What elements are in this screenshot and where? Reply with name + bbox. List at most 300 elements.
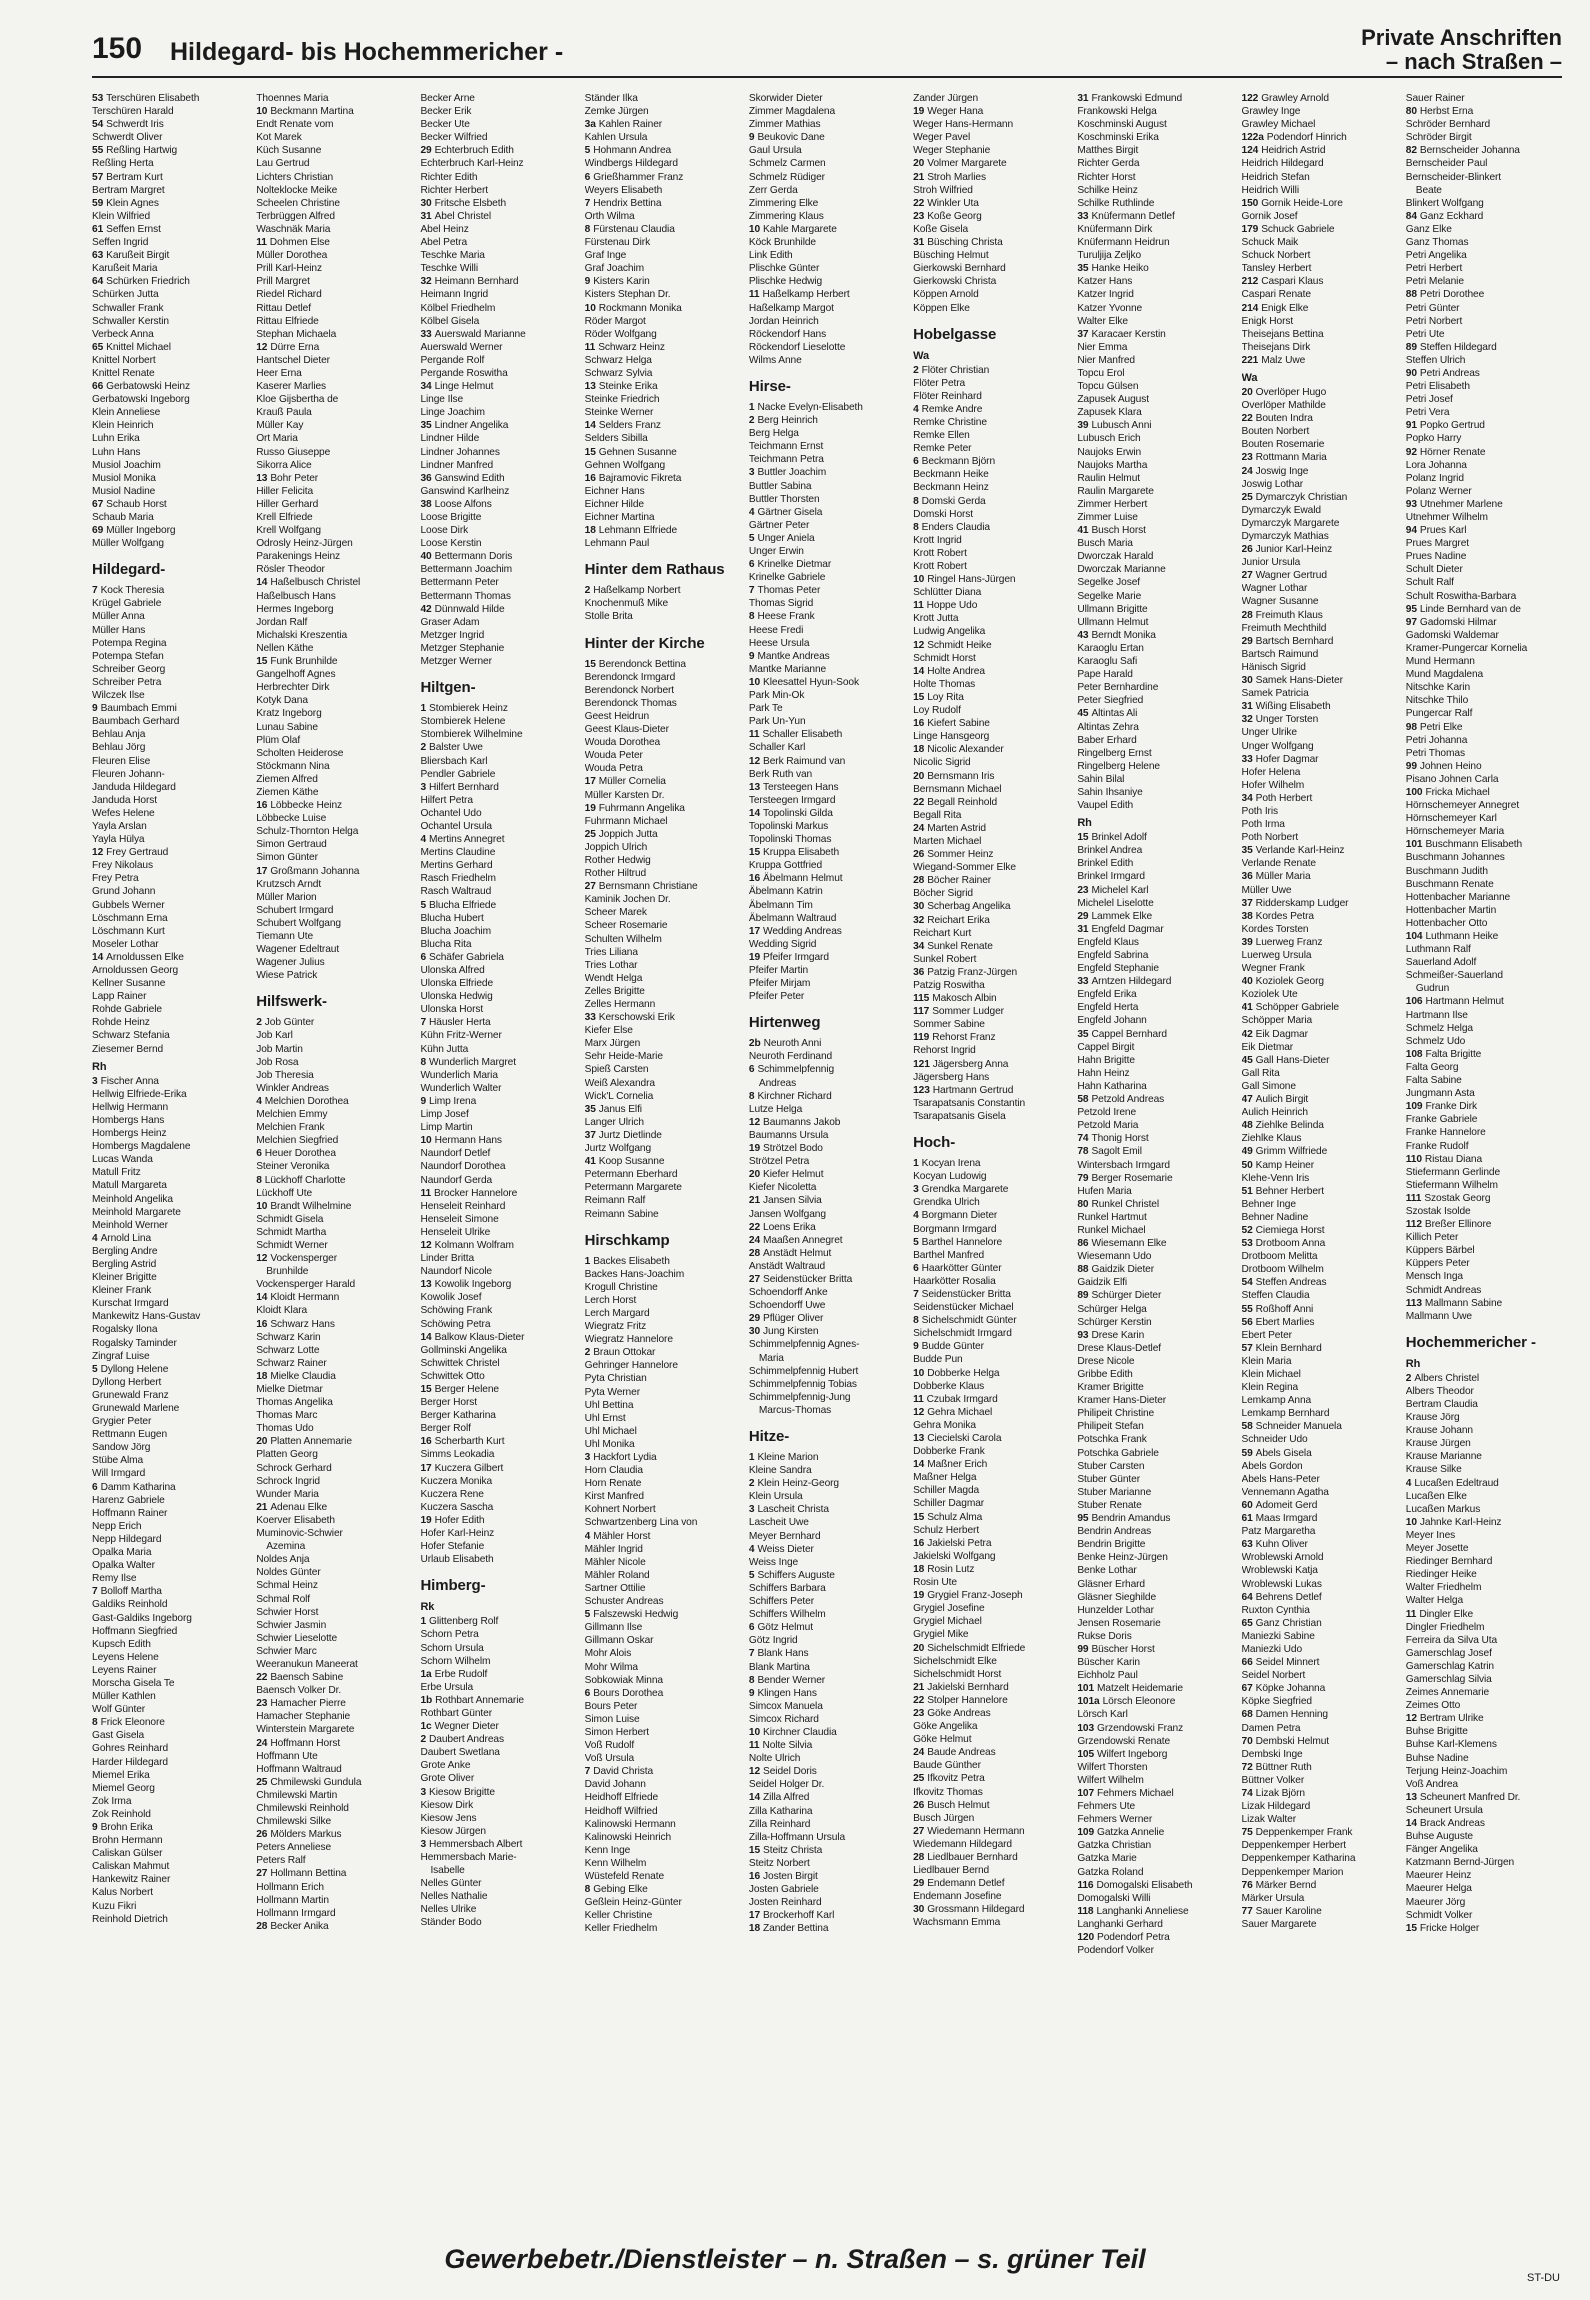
list-item — [1242, 1001, 1398, 1014]
resident-name: Horn Claudia — [584, 1465, 643, 1477]
list-item — [1077, 1800, 1233, 1813]
house-number: 3 — [913, 1184, 919, 1196]
resident-name: Nellen Käthe — [256, 642, 314, 654]
list-item — [420, 524, 576, 537]
list-item — [92, 964, 248, 977]
list-item — [1242, 1695, 1398, 1708]
house-number: 1 — [420, 703, 427, 715]
house-number: 24 — [913, 822, 925, 834]
list-item — [1077, 1394, 1233, 1407]
resident-name: Makosch Albin — [932, 993, 997, 1005]
resident-name: Hottenbacher Martin — [1405, 904, 1497, 916]
house-number: 3 — [420, 1838, 427, 1850]
list-item — [1406, 681, 1562, 694]
resident-name: Klein Bernhard — [1255, 1342, 1322, 1354]
list-item — [1077, 1420, 1233, 1433]
house-number: 25 — [584, 828, 596, 840]
resident-name: Meyer Bernhard — [748, 1530, 821, 1542]
list-item — [749, 1647, 905, 1660]
list-item — [256, 1226, 412, 1239]
list-item — [1406, 576, 1562, 589]
resident-name: Gaidzik Dieter — [1091, 1264, 1155, 1276]
list-item — [256, 419, 412, 432]
resident-name: Lemkamp Bernhard — [1241, 1408, 1330, 1420]
resident-name: Potschka Frank — [1077, 1434, 1147, 1446]
resident-name: Nelles Günter — [420, 1878, 482, 1890]
resident-name: Rosin Ute — [913, 1577, 957, 1589]
list-item — [1077, 884, 1233, 897]
list-item — [749, 1883, 905, 1896]
resident-name: Krinelke Gabriele — [748, 572, 826, 584]
resident-name: Röckendorf Lieselotte — [748, 341, 846, 353]
list-item — [420, 236, 576, 249]
resident-name: Zok Reinhold — [92, 1808, 151, 1820]
list-item — [1242, 1551, 1398, 1564]
list-item — [1242, 157, 1398, 170]
house-number: 51 — [1241, 1185, 1253, 1197]
list-item — [585, 171, 741, 184]
resident-name: Lizak Walter — [1241, 1814, 1296, 1826]
house-number: 22 — [913, 796, 925, 808]
resident-name: Philipeit Stefan — [1077, 1421, 1144, 1433]
list-item — [913, 1367, 1069, 1380]
resident-name: Poth Iris — [1241, 805, 1278, 817]
list-item — [1406, 367, 1562, 380]
resident-name: Hoffmann Ute — [256, 1750, 318, 1762]
list-item — [585, 1883, 741, 1896]
list-item — [92, 794, 248, 807]
house-number: 10 — [256, 106, 268, 118]
resident-name: Heimann Ingrid — [420, 289, 489, 301]
list-item — [1242, 1905, 1398, 1918]
list-item — [585, 1634, 741, 1647]
house-number: 29 — [913, 1878, 925, 1890]
list-item — [1242, 386, 1398, 399]
list-item — [92, 459, 248, 472]
resident-name: Azemina — [266, 1541, 306, 1553]
house-number: 3 — [420, 781, 427, 793]
list-item — [749, 885, 905, 898]
resident-name: Äbelmann Waltraud — [748, 912, 837, 924]
list-item — [1406, 1372, 1562, 1385]
list-item — [913, 1511, 1069, 1524]
resident-name: Henseleit Reinhard — [420, 1200, 506, 1212]
house-number: 7 — [92, 1586, 98, 1598]
resident-name: Hofer Stefanie — [420, 1541, 485, 1553]
list-item — [1242, 92, 1398, 105]
resident-name: Holte Andrea — [927, 665, 985, 677]
list-item — [1406, 1192, 1562, 1205]
resident-name: Blucha Hubert — [420, 912, 484, 924]
resident-name: Zilla Reinhard — [748, 1818, 811, 1830]
house-number: 60 — [1241, 1499, 1253, 1511]
resident-name: Schwerdt Iris — [106, 119, 164, 131]
resident-name: Schwarz Sylvia — [584, 367, 653, 379]
resident-name: Gornik Josef — [1241, 210, 1298, 222]
house-number: 70 — [1241, 1735, 1253, 1747]
list-item — [1077, 511, 1233, 524]
house-number: 43 — [1077, 629, 1089, 641]
resident-name: Neuroth Anni — [763, 1038, 822, 1050]
resident-name: Pergande Roswitha — [420, 367, 508, 379]
house-number: 17 — [748, 925, 761, 937]
list-item — [585, 380, 741, 393]
list-item — [585, 1425, 741, 1438]
resident-name: Petermann Margarete — [584, 1182, 682, 1194]
list-item — [913, 979, 1069, 992]
resident-name: Falszewski Hedwig — [593, 1609, 679, 1621]
list-item — [913, 599, 1069, 612]
list-item — [1406, 995, 1562, 1008]
list-item — [256, 105, 412, 118]
resident-name: Böcher Sigrid — [913, 888, 973, 900]
resident-name: Schwarz Rainer — [256, 1357, 327, 1369]
list-item — [585, 1372, 741, 1385]
resident-name: Buttler Sabina — [748, 480, 812, 492]
resident-name: Ebert Peter — [1241, 1329, 1292, 1341]
resident-name: Weeranukun Maneerat — [256, 1658, 358, 1670]
resident-name: Zok Irma — [92, 1795, 132, 1807]
resident-name: Blucha Rita — [420, 938, 472, 950]
resident-name: Benke Lothar — [1077, 1565, 1137, 1577]
resident-name: Zeimes Otto — [1405, 1700, 1461, 1712]
list-item — [256, 1475, 412, 1488]
list-item — [256, 1344, 412, 1357]
resident-name: Weiss Dieter — [757, 1543, 814, 1555]
list-item — [92, 118, 248, 131]
resident-name: Ständer Ilka — [584, 93, 638, 104]
resident-name: Henseleit Simone — [420, 1213, 499, 1225]
house-number: 18 — [584, 525, 596, 537]
resident-name: Mertins Claudine — [420, 847, 496, 859]
list-item — [585, 985, 741, 998]
resident-name: Hiller Felicita — [256, 485, 314, 497]
resident-name: Lascheit Christa — [757, 1504, 829, 1516]
resident-name: Limp Martin — [420, 1122, 473, 1134]
list-item — [913, 1615, 1069, 1628]
list-item — [913, 131, 1069, 144]
resident-name: Naundorf Nicole — [420, 1266, 492, 1278]
resident-name: Koschminski Erika — [1077, 132, 1159, 144]
list-item — [749, 755, 905, 768]
house-number: 29 — [748, 1313, 761, 1325]
resident-name: Hoffmann Siegfried — [92, 1625, 178, 1637]
resident-name: Becker Arne — [420, 93, 475, 104]
resident-name: Ludwig Angelika — [913, 626, 986, 638]
list-item — [256, 131, 412, 144]
list-item — [1077, 603, 1233, 616]
house-number: 1a — [420, 1668, 432, 1680]
resident-name: Koerver Elisabeth — [256, 1514, 335, 1526]
house-number: 37 — [1077, 328, 1089, 340]
list-item — [585, 998, 741, 1011]
list-item — [1242, 648, 1398, 661]
resident-name: Beate — [1415, 184, 1442, 196]
house-number: 26 — [913, 849, 925, 861]
house-number: 11 — [913, 600, 924, 612]
resident-name: Enders Claudia — [921, 521, 990, 533]
resident-name: Sichelschmidt Irmgard — [913, 1328, 1012, 1340]
resident-name: Bartsch Raimund — [1241, 648, 1319, 660]
house-number: 12 — [748, 755, 761, 767]
resident-name: Beukovic Dane — [757, 132, 825, 144]
resident-name: Peter Siegfried — [1077, 695, 1144, 707]
resident-name: Matthes Birgit — [1077, 145, 1139, 157]
resident-name: Begall Reinhold — [927, 796, 998, 808]
house-number: 14 — [420, 1331, 432, 1343]
house-number: 15 — [913, 1511, 925, 1523]
resident-name: Wiese Patrick — [256, 970, 318, 982]
house-number: 12 — [913, 1406, 925, 1418]
resident-name: Tansley Herbert — [1241, 263, 1312, 275]
resident-name: Schöpper Maria — [1241, 1015, 1313, 1027]
list-item — [256, 917, 412, 930]
list-item — [420, 1029, 576, 1042]
list-item — [749, 715, 905, 728]
resident-name: Gribbe Edith — [1077, 1369, 1133, 1380]
resident-name: Kiefer Else — [584, 1025, 633, 1037]
district-tag: Rk — [420, 1601, 435, 1614]
resident-name: Stuber Marianne — [1077, 1486, 1152, 1498]
resident-name: Hoffmann Rainer — [92, 1507, 168, 1519]
list-item — [1242, 465, 1398, 478]
house-number: 118 — [1077, 1905, 1094, 1917]
resident-name: Baude Günther — [913, 1760, 981, 1772]
list-item — [1406, 1450, 1562, 1463]
list-item — [749, 1168, 905, 1181]
list-item — [92, 302, 248, 315]
list-item — [92, 1363, 248, 1376]
resident-name: Stuber Renate — [1077, 1499, 1142, 1511]
list-item — [256, 1213, 412, 1226]
resident-name: Müller Ingeborg — [106, 525, 176, 537]
resident-name: Topcu Erol — [1077, 367, 1125, 379]
list-item — [913, 249, 1069, 262]
resident-name: Pendler Gabriele — [420, 768, 496, 780]
list-item — [585, 1700, 741, 1713]
list-item — [913, 105, 1069, 118]
list-item — [1242, 622, 1398, 635]
list-item — [420, 951, 576, 964]
list-item — [1077, 857, 1233, 870]
list-item — [1077, 773, 1233, 786]
resident-name: Backes Elisabeth — [593, 1255, 670, 1267]
resident-name: Wagner Lothar — [1241, 583, 1308, 595]
house-number: 14 — [913, 1459, 925, 1471]
list-item — [420, 1016, 576, 1029]
resident-name: Zimmer Mathias — [748, 119, 821, 131]
resident-name: Unger Torsten — [1255, 714, 1319, 726]
list-item — [585, 697, 741, 710]
list-item — [1077, 144, 1233, 157]
resident-name: Frey Gertraud — [106, 847, 169, 859]
resident-name: Uhl Bettina — [584, 1399, 634, 1411]
list-item — [420, 328, 576, 341]
list-item — [913, 992, 1069, 1005]
list-item — [256, 734, 412, 747]
list-item — [1077, 1761, 1233, 1774]
resident-name: Wilms Anne — [748, 354, 802, 366]
list-item — [92, 1297, 248, 1310]
house-number: 12 — [92, 847, 104, 859]
resident-name: Behlau Anja — [92, 729, 146, 741]
resident-name: Bendrin Andreas — [1077, 1526, 1152, 1538]
house-number: 6 — [748, 1064, 755, 1076]
list-item — [92, 1494, 248, 1507]
resident-name: Müller Kathlen — [92, 1691, 156, 1703]
list-item — [1406, 1660, 1562, 1673]
list-item — [1406, 92, 1562, 105]
list-item — [749, 925, 905, 938]
resident-name: Gall Simone — [1241, 1080, 1296, 1092]
resident-name: Bolloff Martha — [100, 1586, 162, 1598]
list-item — [256, 1383, 412, 1396]
list-item — [92, 702, 248, 715]
list-item — [749, 637, 905, 650]
resident-name: Neuroth Ferdinand — [748, 1051, 833, 1063]
resident-name: Engfeld Erika — [1077, 989, 1137, 1001]
list-item — [420, 1642, 576, 1655]
house-number: 9 — [420, 1095, 427, 1107]
list-item — [92, 755, 248, 768]
house-number: 33 — [1077, 976, 1089, 988]
house-number: 30 — [913, 1904, 925, 1916]
resident-name: Herbrechter Dirk — [256, 682, 330, 694]
resident-name: Yayla Arslan — [92, 820, 147, 832]
list-item — [913, 743, 1069, 756]
list-item — [1406, 1568, 1562, 1581]
resident-name: Luthmann Ralf — [1405, 944, 1471, 956]
list-item — [256, 865, 412, 878]
list-item — [1242, 962, 1398, 975]
list-item — [749, 1844, 905, 1857]
list-item — [1406, 642, 1562, 655]
resident-name: Knüfermann Dirk — [1077, 223, 1153, 235]
list-item — [92, 1153, 248, 1166]
house-number: 56 — [1241, 1316, 1253, 1328]
list-item — [92, 951, 248, 964]
list-item — [256, 1710, 412, 1723]
list-item — [1077, 1538, 1233, 1551]
resident-name: Jansen Silvia — [763, 1195, 822, 1207]
resident-name: Küch Susanne — [256, 145, 322, 157]
list-item — [585, 1909, 741, 1922]
list-item — [420, 1864, 576, 1877]
resident-name: Petri Thomas — [1405, 747, 1465, 759]
house-number: 15 — [913, 691, 925, 703]
house-number: 5 — [584, 145, 591, 157]
resident-name: Behner Inge — [1241, 1198, 1296, 1210]
list-item — [913, 1419, 1069, 1432]
resident-name: Begall Rita — [913, 809, 962, 821]
resident-name: Ruxton Cynthia — [1241, 1604, 1310, 1616]
list-item — [420, 576, 576, 589]
house-number: 20 — [256, 1436, 268, 1448]
resident-name: Kolmann Wolfram — [434, 1239, 514, 1251]
house-number: 4 — [913, 403, 919, 415]
resident-name: Schlütter Diana — [913, 587, 982, 599]
list-item — [585, 841, 741, 854]
resident-name: Moseler Lothar — [92, 938, 159, 950]
list-item — [1077, 459, 1233, 472]
list-item — [913, 302, 1069, 315]
list-item — [1077, 1433, 1233, 1446]
resident-name: Wiedemann Hermann — [927, 1825, 1025, 1837]
resident-name: Gaidzik Elfi — [1077, 1277, 1128, 1289]
list-item — [585, 671, 741, 684]
list-item — [749, 1778, 905, 1791]
list-item — [1406, 812, 1562, 825]
resident-name: Schmidt Andreas — [1405, 1284, 1482, 1296]
list-item — [1077, 1944, 1233, 1957]
resident-name: Theisejans Dirk — [1241, 341, 1311, 353]
list-item — [1406, 655, 1562, 668]
resident-name: Wüstefeld Renate — [584, 1871, 665, 1882]
resident-name: Karußeit Maria — [92, 263, 158, 275]
resident-name: Knittel Norbert — [92, 354, 156, 366]
house-number: 15 — [584, 446, 596, 458]
house-number: 11 — [1405, 1608, 1417, 1620]
resident-name: Gillmann Oskar — [584, 1635, 654, 1647]
resident-name: Petri Günter — [1405, 302, 1460, 314]
house-number: 26 — [913, 1799, 925, 1811]
house-number: 52 — [1241, 1224, 1253, 1236]
resident-name: Seidenstücker Michael — [913, 1302, 1014, 1314]
list-item — [913, 1445, 1069, 1458]
resident-name: Steffen Hildegard — [1419, 341, 1497, 353]
resident-name: Röder Margot — [584, 315, 646, 327]
list-item — [913, 1340, 1069, 1353]
list-item — [1242, 1198, 1398, 1211]
resident-name: Grawley Michael — [1241, 119, 1316, 131]
resident-name: Mankewitz Hans-Gustav — [92, 1311, 201, 1323]
list-item — [92, 1546, 248, 1559]
list-item — [1242, 805, 1398, 818]
list-item — [92, 472, 248, 485]
resident-name: Gatzka Roland — [1077, 1866, 1144, 1878]
list-item — [585, 275, 741, 288]
list-item — [1242, 1564, 1398, 1577]
list-item — [749, 781, 905, 794]
list-item — [913, 1183, 1069, 1196]
resident-name: Weyers Elisabeth — [584, 184, 663, 196]
list-item — [256, 171, 412, 184]
list-item — [1077, 1119, 1233, 1132]
house-number: 24 — [1241, 465, 1253, 477]
directory-column — [256, 92, 412, 2212]
resident-name: Lapp Rainer — [92, 991, 147, 1003]
resident-name: Kölbel Gisela — [420, 315, 480, 327]
list-item — [1406, 1608, 1562, 1621]
list-item — [1077, 537, 1233, 550]
resident-name: Berg Helga — [748, 428, 799, 440]
resident-name: Metzger Werner — [420, 656, 492, 668]
list-item — [913, 678, 1069, 691]
resident-name: Schwaller Kerstin — [92, 315, 169, 327]
resident-name: Rohde Heinz — [92, 1017, 150, 1029]
resident-name: Tersteegen Irmgard — [748, 794, 836, 806]
house-number: 12 — [256, 341, 268, 353]
list-item — [256, 432, 412, 445]
house-number: 6 — [584, 1687, 591, 1699]
resident-name: Deppenkemper Katharina — [1241, 1853, 1356, 1865]
list-item — [1242, 975, 1398, 988]
house-number: 5 — [748, 532, 755, 544]
resident-name: Tersteegen Hans — [763, 781, 839, 793]
list-item — [585, 1791, 741, 1804]
resident-name: Vockensperger — [270, 1253, 338, 1265]
resident-name: Walter Friedhelm — [1405, 1582, 1482, 1594]
